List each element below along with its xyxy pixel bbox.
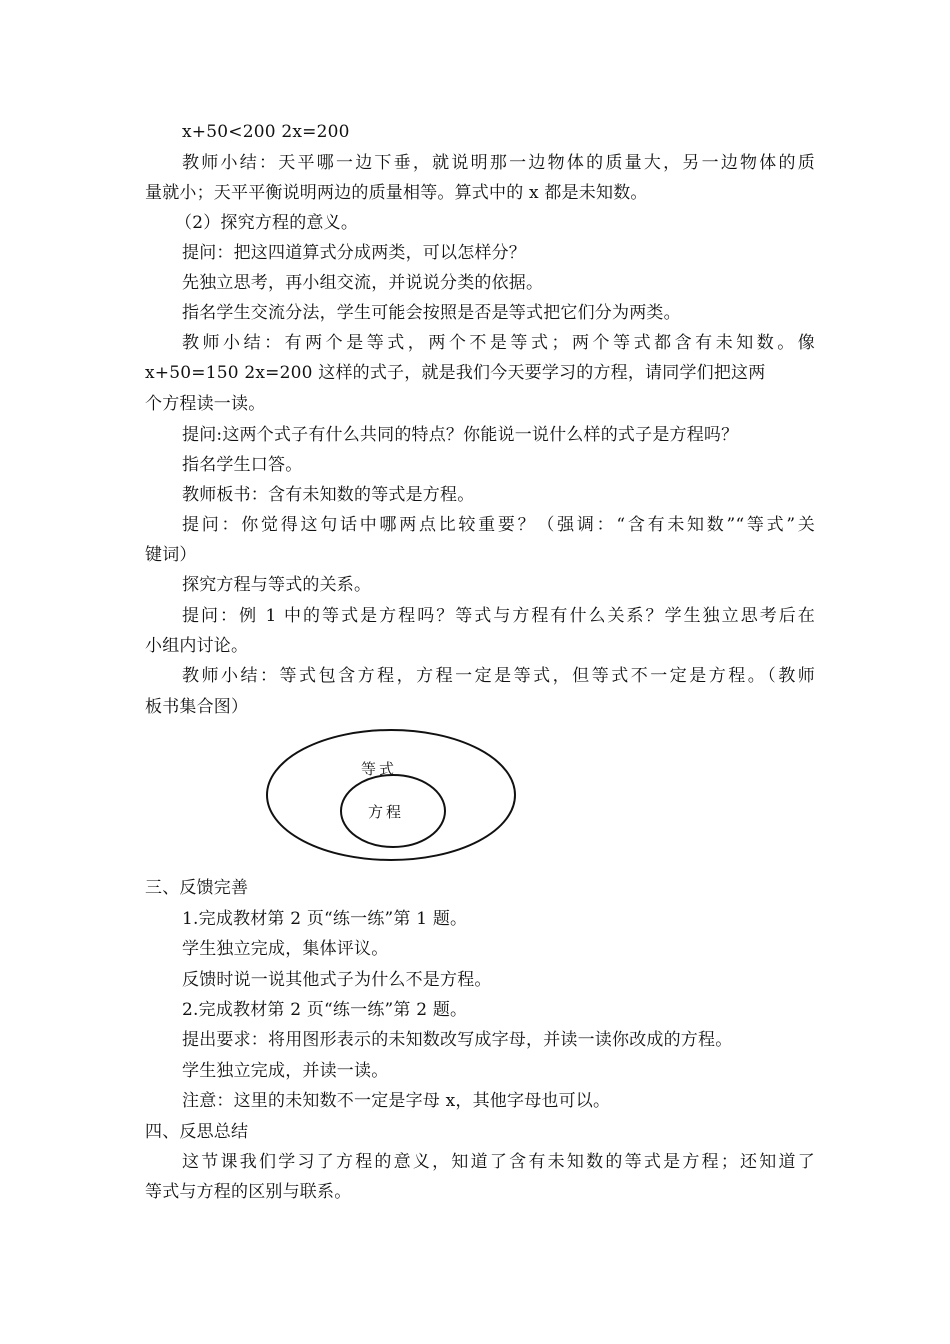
paragraph-line: 指名学生交流分法，学生可能会按照是否是等式把它们分为两类。 [182, 303, 681, 323]
paragraph-line: 教师小结：天平哪一边下垂，就说明那一边物体的质量大，另一边物体的质 [182, 153, 815, 173]
paragraph-line: 探究方程与等式的关系。 [182, 575, 372, 595]
paragraph-line: 学生独立完成，并读一读。 [182, 1061, 389, 1081]
paragraph-line: 反馈时说一说其他式子为什么不是方程。 [182, 970, 492, 990]
paragraph-line: 1.完成教材第 2 页“练一练”第 1 题。 [182, 909, 468, 929]
paragraph-line: 先独立思考，再小组交流，并说说分类的依据。 [182, 273, 544, 293]
paragraph-line: 教师小结：有两个是等式，两个不是等式；两个等式都含有未知数。像 [182, 333, 815, 353]
paragraph-line: 键词） [145, 545, 197, 565]
set-diagram-svg [265, 728, 517, 862]
paragraph-line: 提问：你觉得这句话中哪两点比较重要？（强调：“含有未知数”“等式”关 [182, 515, 815, 535]
paragraph-line: 提问：例 1 中的等式是方程吗？等式与方程有什么关系？学生独立思考后在 [182, 606, 815, 626]
paragraph-line: 指名学生口答。 [182, 455, 303, 475]
paragraph-line: 量就小；天平平衡说明两边的质量相等。算式中的 x 都是未知数。 [145, 183, 648, 203]
paragraph-line: 提出要求：将用图形表示的未知数改写成字母，并读一读你改成的方程。 [182, 1030, 733, 1050]
section-heading: 四、反思总结 [145, 1122, 249, 1142]
paragraph-line: 学生独立完成，集体评议。 [182, 939, 389, 959]
paragraph-line: 教师小结：等式包含方程，方程一定是等式，但等式不一定是方程。（教师 [182, 666, 815, 686]
paragraph-line: 注意：这里的未知数不一定是字母 x，其他字母也可以。 [182, 1091, 611, 1111]
section-heading: 三、反馈完善 [145, 878, 249, 898]
paragraph-line: 教师板书：含有未知数的等式是方程。 [182, 485, 475, 505]
paragraph-line: 2.完成教材第 2 页“练一练”第 2 题。 [182, 1000, 468, 1020]
section-subheading: （2）探究方程的意义。 [175, 213, 359, 233]
set-diagram [265, 728, 517, 862]
paragraph-line: 小组内讨论。 [145, 636, 249, 656]
outer-ellipse-equation-set [267, 730, 515, 860]
inequality-examples: x+50<200 2x=200 [182, 122, 350, 142]
paragraph-line: 这节课我们学习了方程的意义，知道了含有未知数的等式是方程；还知道了 [182, 1152, 815, 1172]
paragraph-line: 提问：把这四道算式分成两类，可以怎样分？ [182, 243, 526, 263]
paragraph-line: 提问:这两个式子有什么共同的特点？你能说一说什么样的式子是方程吗？ [182, 425, 739, 445]
paragraph-line: 个方程读一读。 [145, 394, 266, 414]
paragraph-line: 板书集合图） [145, 697, 249, 717]
inner-set-label: 方程 [368, 803, 405, 821]
paragraph-line: x+50=150 2x=200 这样的式子，就是我们今天要学习的方程，请同学们把这两 [145, 363, 766, 383]
paragraph-line: 等式与方程的区别与联系。 [145, 1182, 352, 1202]
outer-set-label: 等式 [361, 760, 398, 778]
